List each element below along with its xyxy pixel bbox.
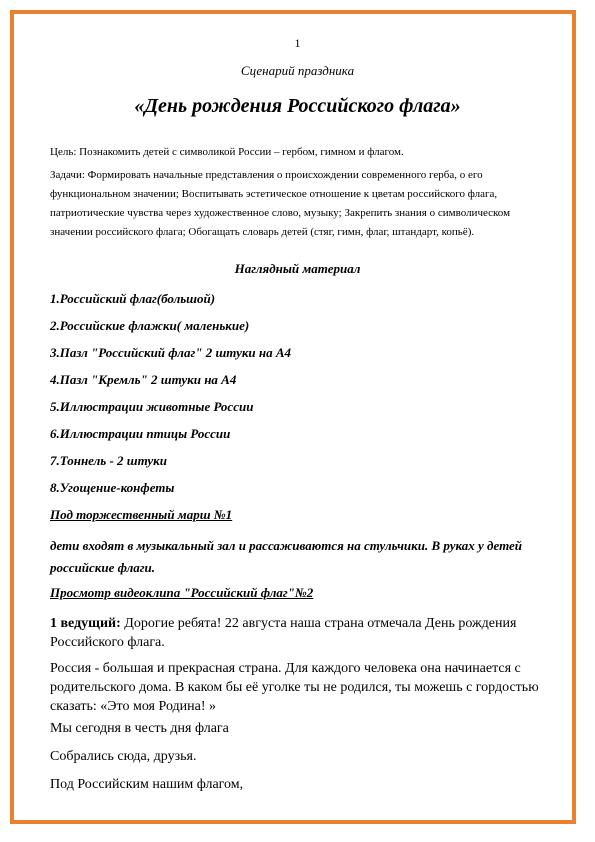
host-paragraph	[50, 614, 545, 652]
russia-paragraph: Россия - большая и прекрасная страна. Для каждого человека она начинается с родительского дома. В каком бы её уголке ты не родился, ты можешь с гордостью сказать: «Это моя Родина! »	[50, 661, 539, 714]
material-item: 3.Пазл "Российский флаг" 2 штуки на А4	[50, 345, 292, 360]
visual-material-heading: Наглядный материал	[234, 261, 361, 276]
host-text: Дорогие ребята! 22 августа наша страна отмечала День рождения Российского флага.	[50, 616, 517, 650]
material-item: 5.Иллюстрации животные России	[50, 399, 254, 414]
material-item: 4.Пазл "Кремль" 2 штуки на А4	[50, 372, 237, 387]
host-label: 1 ведущий:	[50, 616, 121, 631]
poem-line: Мы сегодня в честь дня флага	[50, 721, 229, 736]
tasks-paragraph: Задачи: Формировать начальные представления о происхождении современного герба, о его функциональном значении; Воспитывать эстетическое отношение к цветам российского флага, патриотические чувства через художественное слово, музыку; Закрепить знания о символическом значении российского флага; Обогащать словарь детей (стяг, гимн, флаг, штандарт, копьё).	[50, 169, 511, 238]
material-item: 8.Угощение-конфеты	[50, 480, 175, 495]
aim-paragraph: Цель: Познакомить детей с символикой России – гербом, гимном и флагом.	[50, 146, 404, 158]
scenario-label: Сценарий праздника	[240, 63, 355, 78]
material-item: 7.Тоннель - 2 штуки	[50, 453, 167, 468]
material-item: 6.Иллюстрации птицы России	[50, 426, 231, 441]
march-heading: Под торжественный марш №1	[50, 507, 233, 522]
material-item: 1.Российский флаг(большой)	[50, 291, 216, 306]
document-title: «День рождения Российского флага»	[134, 95, 461, 117]
material-item: 2.Российские флажки( маленькие)	[50, 318, 250, 333]
stage-direction: дети входят в музыкальный зал и рассаживаются на стульчики. В руках у детей российские флаги.	[50, 538, 523, 575]
poem-line: Собрались сюда, друзья.	[50, 749, 197, 764]
page-number: 1	[294, 36, 301, 50]
video-heading: Просмотр видеоклипа "Российский флаг"№2	[50, 585, 314, 600]
poem-line: Под Российским нашим флагом,	[50, 777, 244, 792]
